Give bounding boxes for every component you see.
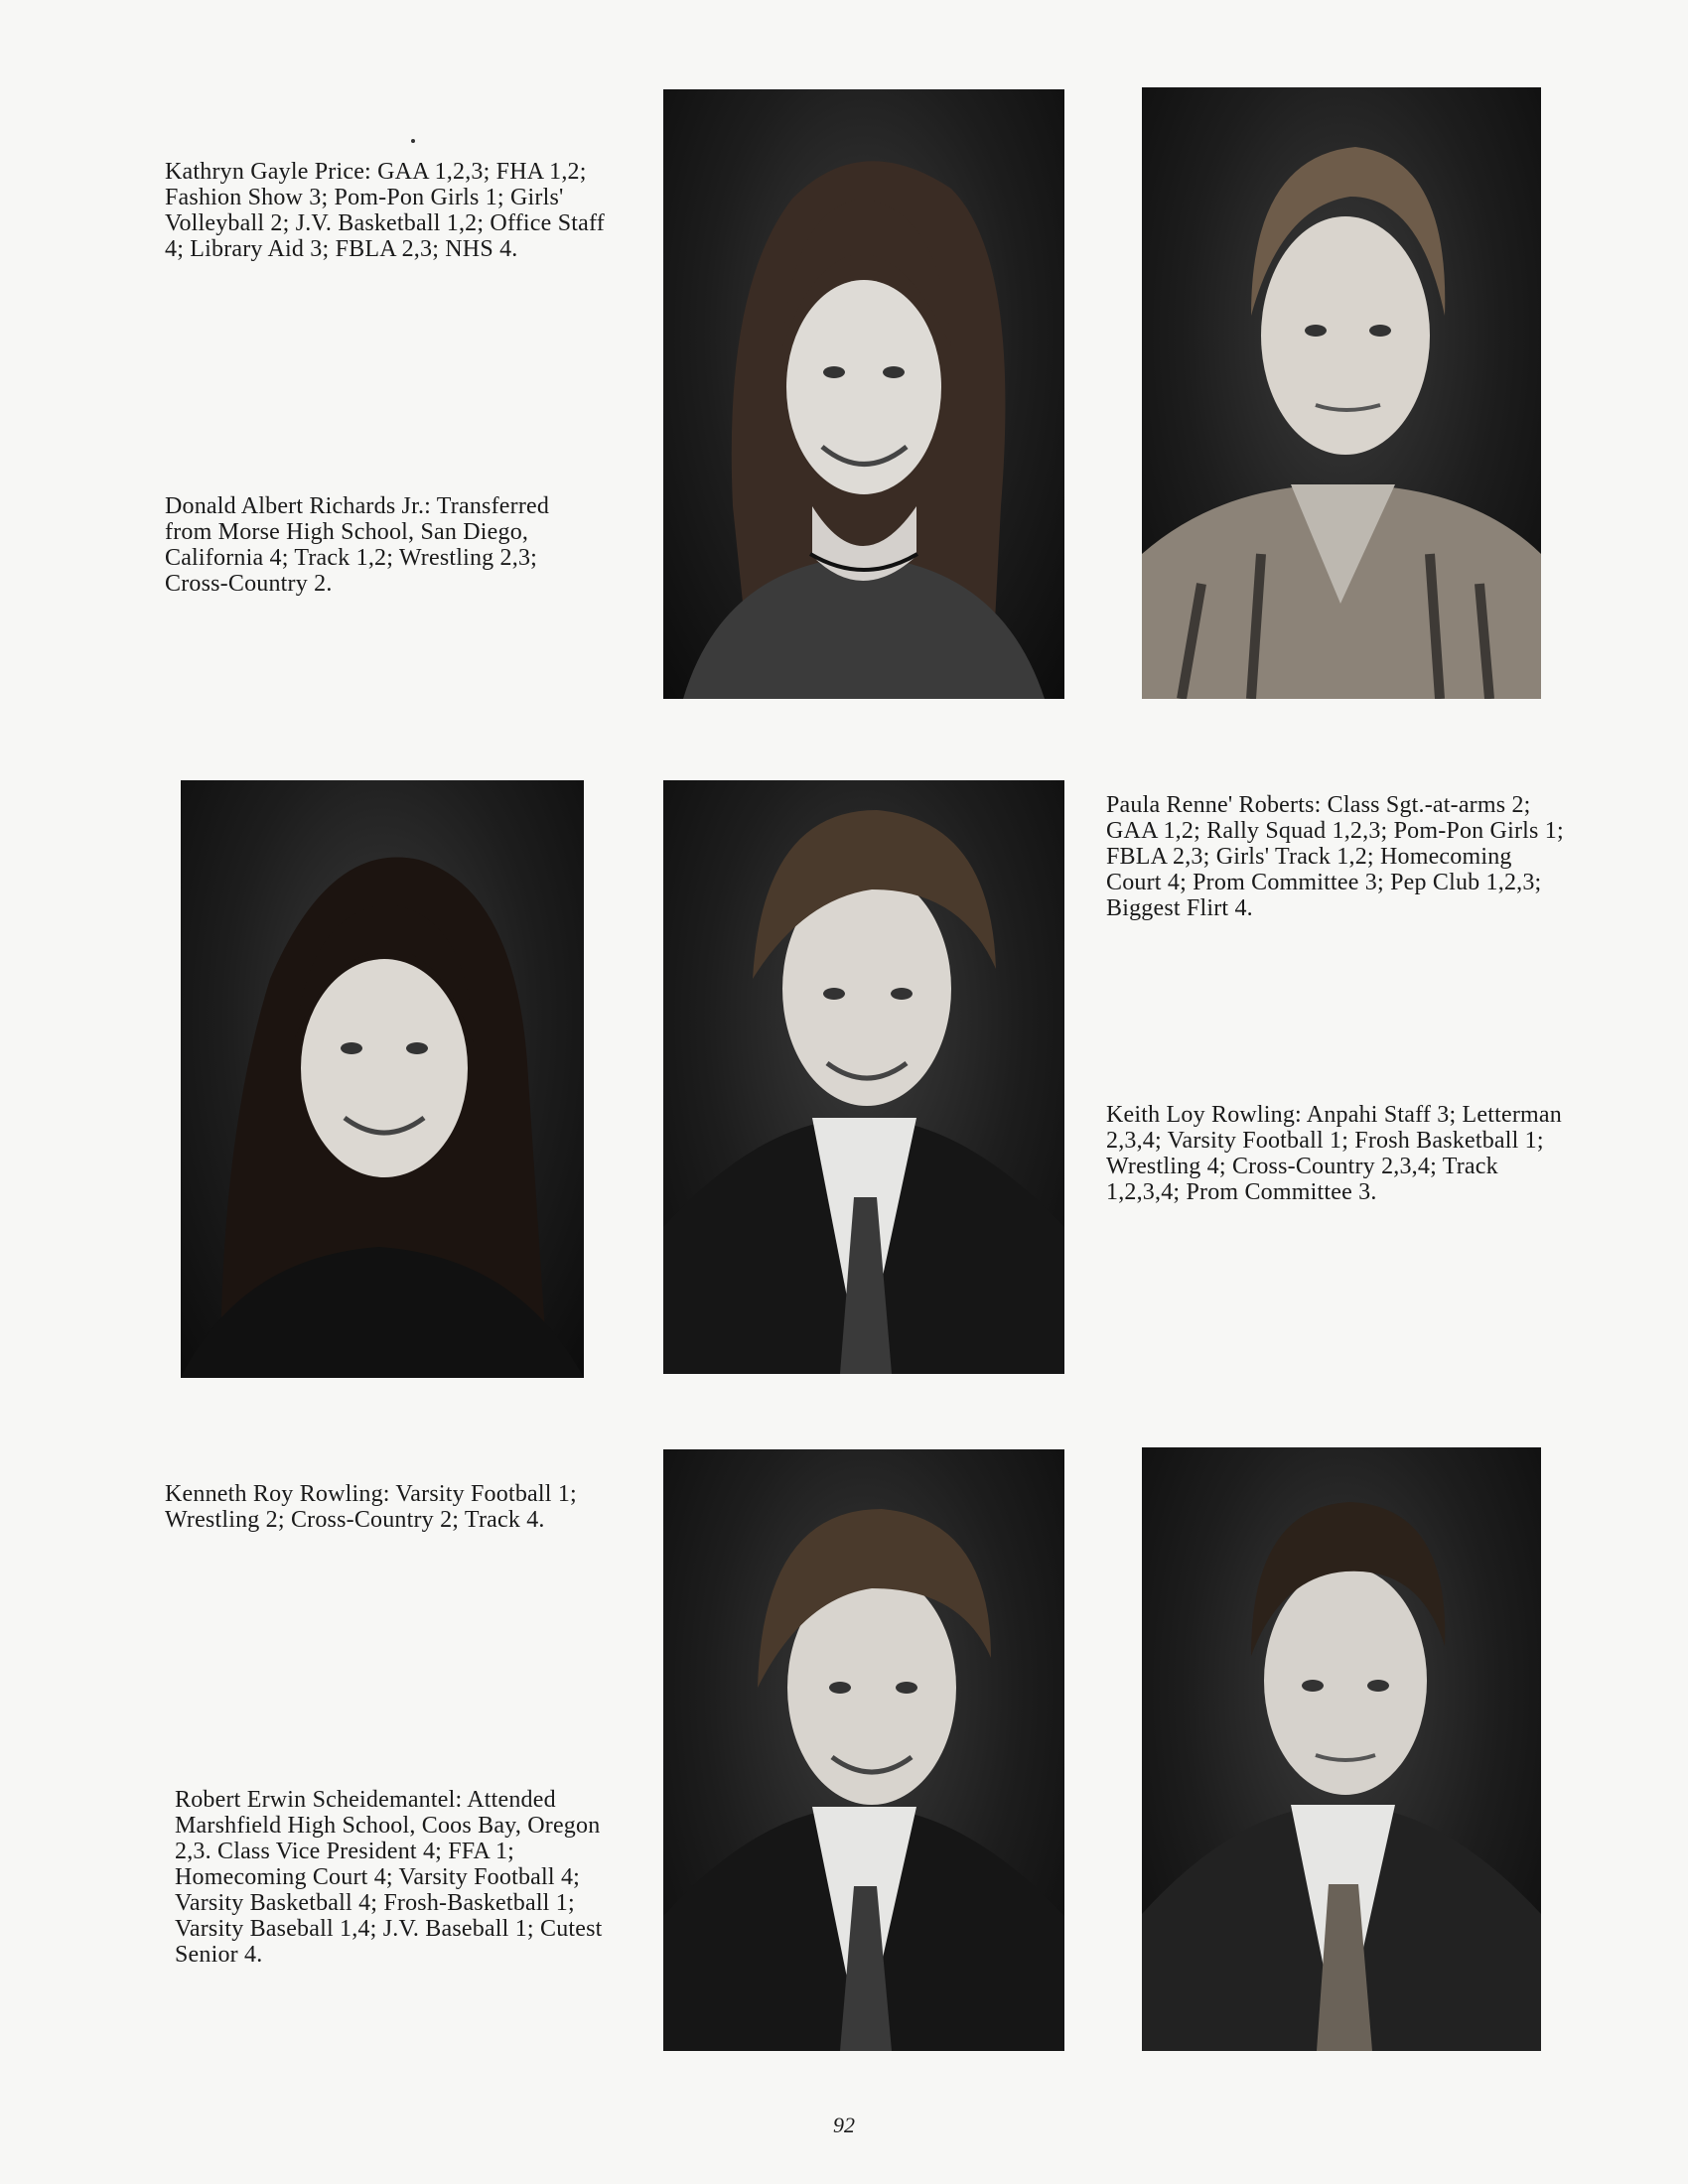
portrait-photo-donald-richards: [1142, 87, 1541, 699]
page-number: 92: [833, 2113, 855, 2137]
portrait-photo-kenneth-rowling: [663, 1449, 1064, 2051]
bio-donald-richards: Donald Albert Richards Jr.: Transferred from Morse High School, San Diego, California 4; Track 1,2; Wrestling 2,3; Cross-Country 2.: [165, 493, 550, 597]
bio-kenneth-rowling: Kenneth Roy Rowling: Varsity Football 1; Wrestling 2; Cross-Country 2; Track 4.: [165, 1481, 577, 1533]
portrait-photo-robert-scheidemantel: [1142, 1447, 1541, 2051]
bio-paula-roberts: Paula Renne' Roberts: Class Sgt.-at-arms 2; GAA 1,2; Rally Squad 1,2,3; Pom-Pon Girls 1; FBLA 2,3; Girls' Track 1,2; Homecoming Court 4; Prom Committee 3; Pep Club 1,2,3; Biggest Flirt 4.: [1106, 792, 1564, 921]
bio-kathryn-price: Kathryn Gayle Price: GAA 1,2,3; FHA 1,2; Fashion Show 3; Pom-Pon Girls 1; Girls' Volleyball 2; J.V. Basketball 1,2; Office Staff 4; Library Aid 3; FBLA 2,3; NHS 4.: [165, 159, 605, 262]
bio-robert-scheidemantel: Robert Erwin Scheidemantel: Attended Marshfield High School, Coos Bay, Oregon 2,3. Class Vice President 4; FFA 1; Homecoming Court 4; Varsity Football 4; Varsity Basketball 4; Frosh-Basketball 1; Varsity Baseball 1,4; J.V. Baseball 1; Cutest Senior 4.: [175, 1787, 603, 1968]
ink-speck: [411, 139, 415, 143]
portrait-photo-kathryn-price: [663, 89, 1064, 699]
bio-keith-rowling: Keith Loy Rowling: Anpahi Staff 3; Letterman 2,3,4; Varsity Football 1; Frosh Basketball 1; Wrestling 4; Cross-Country 2,3,4; Track 1,2,3,4; Prom Committee 3.: [1106, 1102, 1562, 1205]
portrait-photo-paula-roberts: [181, 780, 584, 1378]
portrait-photo-keith-rowling: [663, 780, 1064, 1374]
